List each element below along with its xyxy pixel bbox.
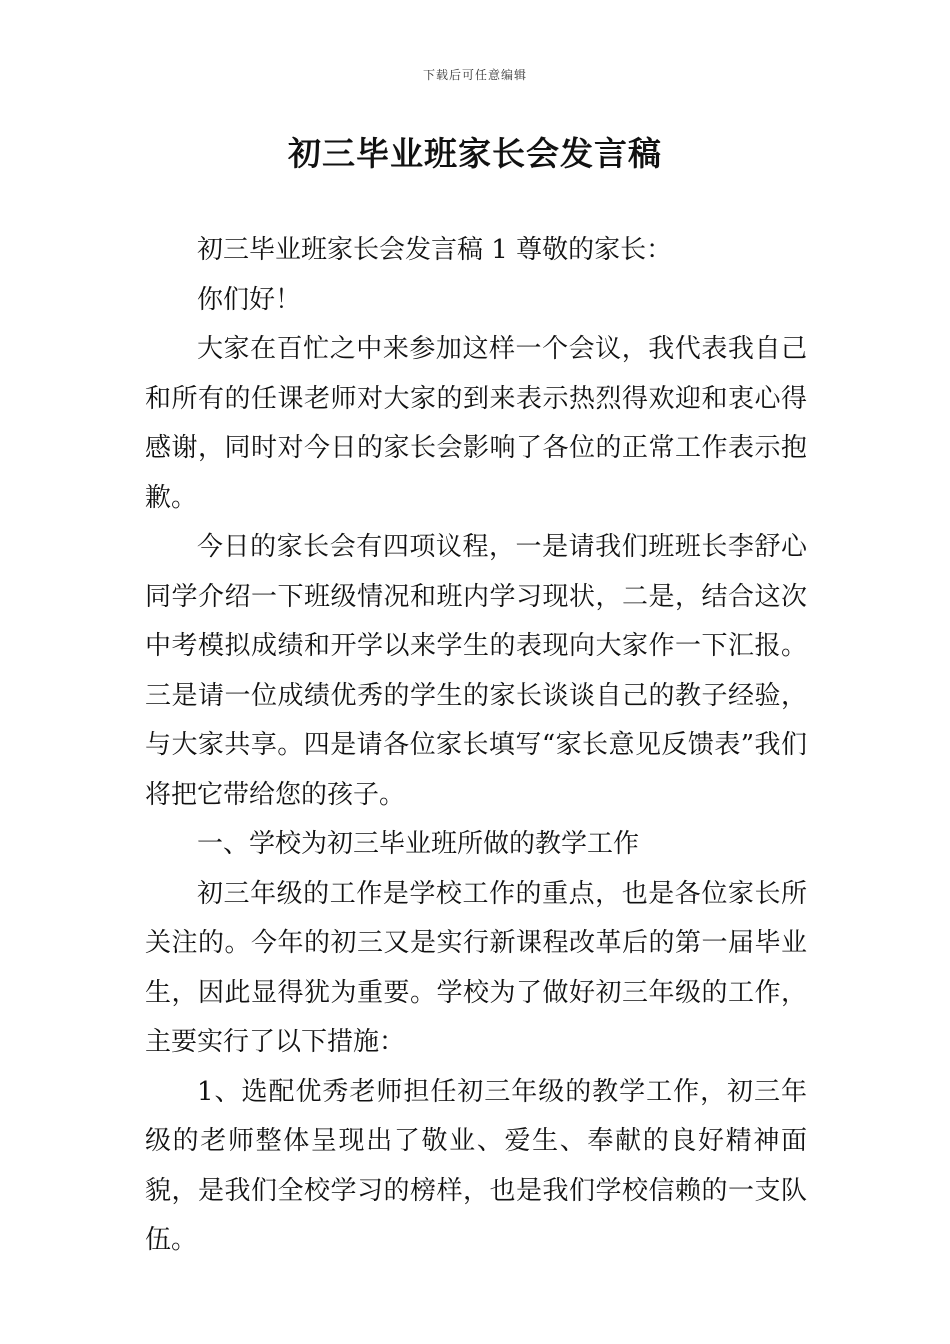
section-heading: 一、学校为初三毕业班所做的教学工作 — [197, 829, 640, 859]
paragraph-measure-1: 1、选配优秀老师担任初三年级的教学工作，初三年级的老师整体呈现出了敬业、爱生、奉献的良好精神面貌，是我们全校学习的榜样，也是我们学校信赖的一支队伍。 — [145, 1076, 807, 1255]
paragraph-thanks: 大家在百忙之中来参加这样一个会议，我代表我自己和所有的任课老师对大家的到来表示热烈得欢迎和衷心得感谢，同时对今日的家长会影响了各位的正常工作表示抱歉。 — [145, 334, 807, 513]
paragraph-focus: 初三年级的工作是学校工作的重点，也是各位家长所关注的。今年的初三又是实行新课程改革后的第一届毕业生，因此显得犹为重要。学校为了做好初三年级的工作，主要实行了以下措施： — [145, 878, 807, 1057]
paragraph-greeting-line: 初三毕业班家长会发言稿 1 尊敬的家长： — [197, 235, 673, 265]
paragraph-agenda: 今日的家长会有四项议程，一是请我们班班长李舒心同学介绍一下班级情况和班内学习现状，二是，结合这次中考模拟成绩和开学以来学生的表现向大家作一下汇报。三是请一位成绩优秀的学生的家长谈谈自己的教子经验，与大家共享。四是请各位家长填写“家长意见反馈表”我们将把它带给您的孩子。 — [145, 532, 807, 810]
paragraph-hello: 你们好！ — [197, 284, 302, 315]
document-title: 初三毕业班家长会发言稿 — [288, 134, 662, 173]
header-note: 下载后可任意编辑 — [422, 68, 527, 82]
document-body — [145, 226, 807, 1266]
